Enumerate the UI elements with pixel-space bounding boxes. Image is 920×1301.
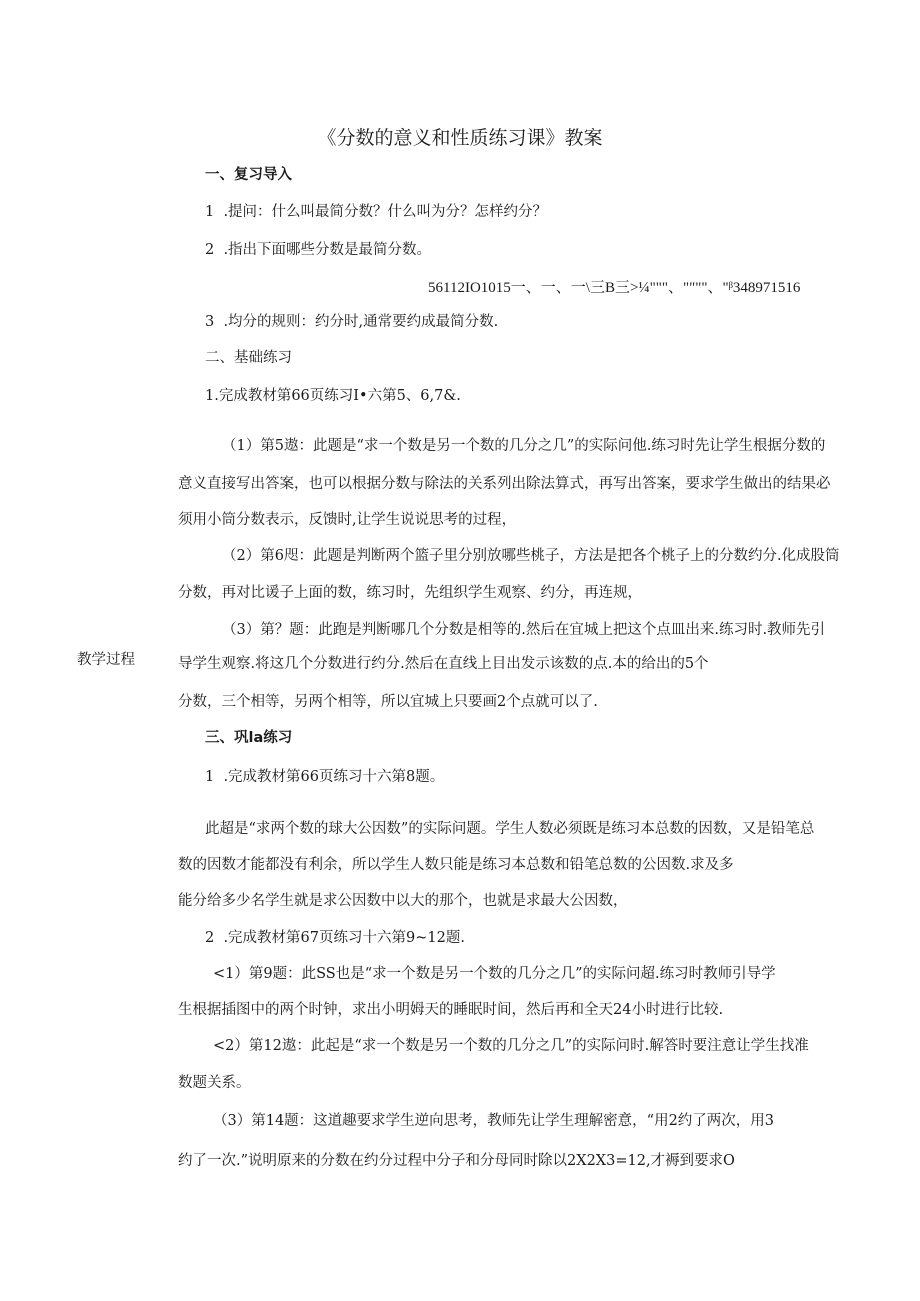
s1-question-3: 3 .均分的规则：约分时,通常要约成最简分数. xyxy=(205,314,499,330)
s2-para-1-line-1: （1）第5遨：此题是“求一个数是另一个数的几分之几”的实际问他.练习时先让学生根据分数的 xyxy=(222,438,826,454)
s2-para-2-line-2: 分数，再对比谖子上面的数，练习时，先组织学生观察、约分，再连规， xyxy=(178,585,642,601)
s1-question-1: 1 .提问：什么叫最简分数？什么叫为分？怎样约分？ xyxy=(205,204,548,220)
s3-para-1-line-1: 此超是“求两个数的球大公因数”的实际问题。学生人数必须既是练习本总数的因数，又是铅笔总 xyxy=(205,821,815,837)
side-label-teaching-process: 教学过程 xyxy=(77,652,135,668)
s1-question-2: 2 .指出下面哪些分数是最简分数。 xyxy=(205,242,432,258)
s3-para-1-line-3: 能分给多少名学生就是求公因数中以大的那个，也就是求最大公因数， xyxy=(178,893,628,909)
s3-para-2-line-1: <1）第9题：此SS也是“求一个数是另一个数的几分之几”的实际问超.练习时教师引导学 xyxy=(213,966,776,982)
s3-para-4-line-2: 约了一次.”说明原来的分数在约分过程中分子和分母同时除以2X2X3=12,才褥到要求O xyxy=(178,1153,735,1169)
s3-para-4-line-1: （3）第14题：这道趣要求学生逆向思考，教师先让学生理解密意，“用2约了两次，用3 xyxy=(213,1113,775,1129)
document-title: 《分数的意义和性质练习课》教案 xyxy=(317,127,603,149)
s3-para-1-line-2: 数的因数才能都没有利余，所以学生人数只能是练习本总数和铅笔总数的公因数.求及多 xyxy=(178,857,734,873)
s2-para-3-line-1: （3）第？题：此跑是判断哪几个分数是相等的.然后在宜城上把这个点皿出来.练习时.教师先引 xyxy=(222,622,826,638)
s2-para-2-line-1: （2）第6咫：此题是判断两个篮子里分别放哪些桃子，方法是把各个桃子上的分数约分.化成股筒 xyxy=(222,548,840,564)
s3-para-3-line-1: <2）第12遨：此起是“求一个数是另一个数的几分之几”的实际问时.解答时要注意让学生找准 xyxy=(213,1038,809,1054)
section-1-heading: 一、复习导入 xyxy=(205,167,292,183)
s2-para-3-line-3: 分数，三个相等，另两个相等，所以宜城上只要画2个点就可以了. xyxy=(178,694,598,710)
s3-item-1: 1 .完成教材第66页练习十六第8题。 xyxy=(205,769,445,785)
s2-para-1-line-2: 意义直接写出答案，也可以根据分数与除法的关系列出除法算式，再写出答案，要求学生做出的结果必 xyxy=(178,476,831,492)
s3-item-2: 2 .完成教材第67页练习十六第9~12题. xyxy=(205,930,465,946)
s2-item-1: 1.完成教材第66页练习I•六第5、6,7&. xyxy=(205,388,461,404)
s2-para-3-line-2: 导学生观察.将这几个分数进行约分.然后在直线上目出发示该数的点.本的给出的5个 xyxy=(178,656,709,672)
s3-para-2-line-2: 生根据插图中的两个时钟，求出小明姆天的睡眠时间，然后再和全天24小时进行比较. xyxy=(178,1002,724,1018)
s2-para-1-line-3: 须用小筒分数表示，反馈时,让学生说说思考的过程， xyxy=(178,512,517,528)
s3-para-3-line-2: 数题关系。 xyxy=(178,1075,251,1091)
s1-fraction-list: 56112IO1015一、一、一\三B三>¼"""、""""、"ᵝ348971516 xyxy=(428,280,801,296)
section-2-heading: 二、基础练习 xyxy=(205,350,292,366)
section-3-heading: 三、巩la练习 xyxy=(205,730,293,746)
